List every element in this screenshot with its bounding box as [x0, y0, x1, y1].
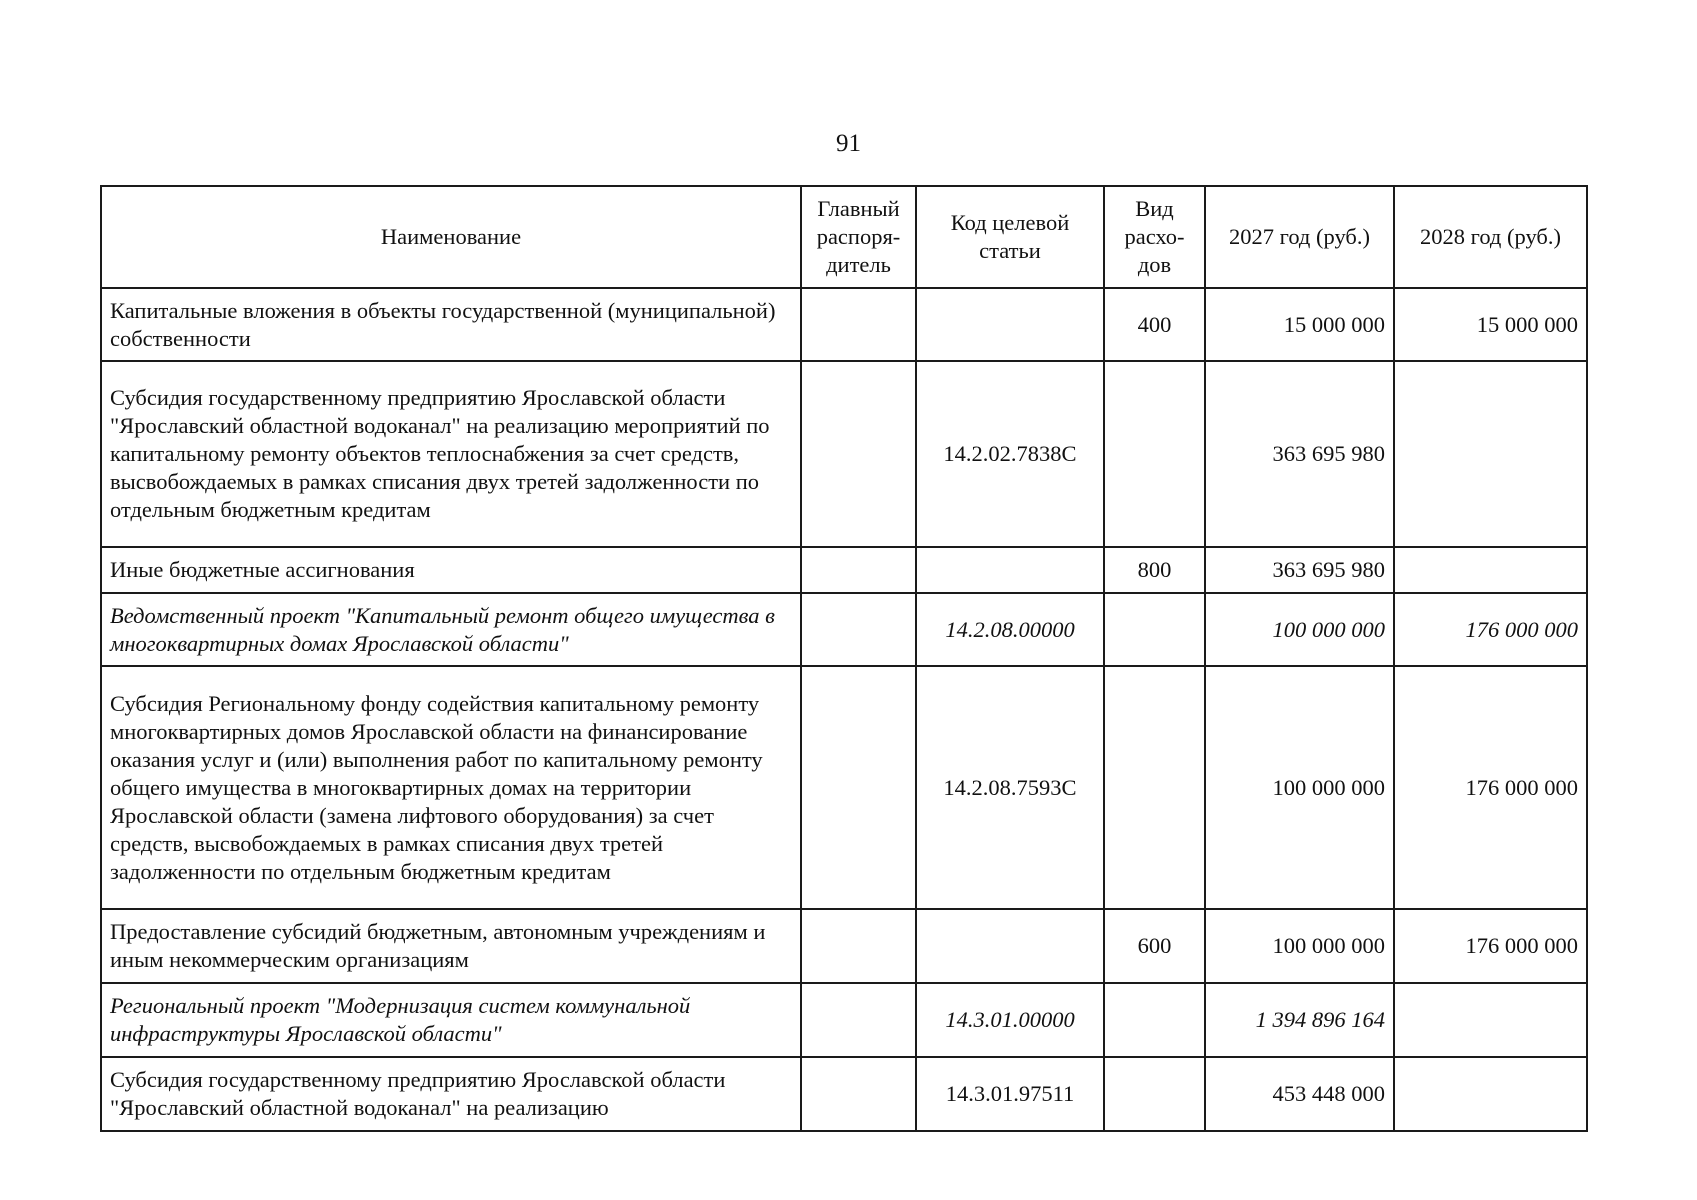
row-code: 14.3.01.97511 — [916, 1057, 1104, 1131]
budget-table — [100, 185, 1588, 1132]
row-amount-2028: 176 000 000 — [1394, 666, 1587, 909]
row-code: 14.2.08.7593С — [916, 666, 1104, 909]
row-amount-2028 — [1394, 983, 1587, 1057]
row-amount-2027: 453 448 000 — [1205, 1057, 1394, 1131]
row-name: Субсидия Региональному фонду содействия капитальному ремонту многоквартирных домов Ярославской области на финансирование оказания услуг и (или) выполнения работ по капитальному ремонту общего имущества в многоквартирных домах на территории Ярославской области (замена лифтового оборудования) за счет средств, высвобождаемых в рамках списания двух третей задолженности по отдельным бюджетным кредитам — [101, 666, 801, 909]
row-code — [916, 288, 1104, 361]
row-manager — [801, 288, 916, 361]
row-manager — [801, 361, 916, 547]
row-amount-2027: 1 394 896 164 — [1205, 983, 1394, 1057]
row-kind: 600 — [1104, 909, 1205, 983]
row-amount-2028: 176 000 000 — [1394, 593, 1587, 666]
row-manager — [801, 547, 916, 593]
table-row — [101, 288, 1587, 361]
table-row — [101, 1057, 1587, 1131]
row-name: Субсидия государственному предприятию Ярославской области "Ярославский областной водоканал" на реализацию — [101, 1057, 801, 1131]
row-amount-2028 — [1394, 547, 1587, 593]
row-manager — [801, 1057, 916, 1131]
row-code — [916, 909, 1104, 983]
row-kind: 400 — [1104, 288, 1205, 361]
header-year-2027: 2027 год (руб.) — [1205, 186, 1394, 288]
row-amount-2028 — [1394, 1057, 1587, 1131]
row-name: Капитальные вложения в объекты государственной (муниципальной) собственности — [101, 288, 801, 361]
row-kind — [1104, 1057, 1205, 1131]
table-row — [101, 547, 1587, 593]
table-row — [101, 361, 1587, 547]
row-kind — [1104, 361, 1205, 547]
row-name: Региональный проект "Модернизация систем коммунальной инфраструктуры Ярославской области" — [101, 983, 801, 1057]
row-code: 14.2.02.7838С — [916, 361, 1104, 547]
row-code: 14.2.08.00000 — [916, 593, 1104, 666]
page-number: 91 — [836, 130, 861, 157]
row-amount-2027: 363 695 980 — [1205, 547, 1394, 593]
header-code: Код целевой статьи — [916, 186, 1104, 288]
row-amount-2027: 100 000 000 — [1205, 666, 1394, 909]
table-row — [101, 666, 1587, 909]
row-amount-2028: 176 000 000 — [1394, 909, 1587, 983]
table-row — [101, 983, 1587, 1057]
row-manager — [801, 593, 916, 666]
row-kind: 800 — [1104, 547, 1205, 593]
row-kind — [1104, 666, 1205, 909]
row-amount-2028 — [1394, 361, 1587, 547]
table-header-row — [101, 186, 1587, 288]
table-row — [101, 909, 1587, 983]
header-kind: Вид расхо-дов — [1104, 186, 1205, 288]
header-name: Наименование — [101, 186, 801, 288]
row-amount-2027: 100 000 000 — [1205, 909, 1394, 983]
row-amount-2028: 15 000 000 — [1394, 288, 1587, 361]
row-kind — [1104, 593, 1205, 666]
row-kind — [1104, 983, 1205, 1057]
row-manager — [801, 666, 916, 909]
row-amount-2027: 100 000 000 — [1205, 593, 1394, 666]
header-year-2028: 2028 год (руб.) — [1394, 186, 1587, 288]
row-name: Предоставление субсидий бюджетным, автономным учреждениям и иным некоммерческим организациям — [101, 909, 801, 983]
row-name: Ведомственный проект "Капитальный ремонт общего имущества в многоквартирных домах Ярославской области" — [101, 593, 801, 666]
row-name: Субсидия государственному предприятию Ярославской области "Ярославский областной водоканал" на реализацию мероприятий по капитальному ремонту объектов теплоснабжения за счет средств, высвобождаемых в рамках списания двух третей задолженности по отдельным бюджетным кредитам — [101, 361, 801, 547]
table-row — [101, 593, 1587, 666]
row-manager — [801, 983, 916, 1057]
row-code: 14.3.01.00000 — [916, 983, 1104, 1057]
row-name: Иные бюджетные ассигнования — [101, 547, 801, 593]
row-amount-2027: 15 000 000 — [1205, 288, 1394, 361]
row-amount-2027: 363 695 980 — [1205, 361, 1394, 547]
row-manager — [801, 909, 916, 983]
header-manager: Главный распоря-дитель — [801, 186, 916, 288]
row-code — [916, 547, 1104, 593]
